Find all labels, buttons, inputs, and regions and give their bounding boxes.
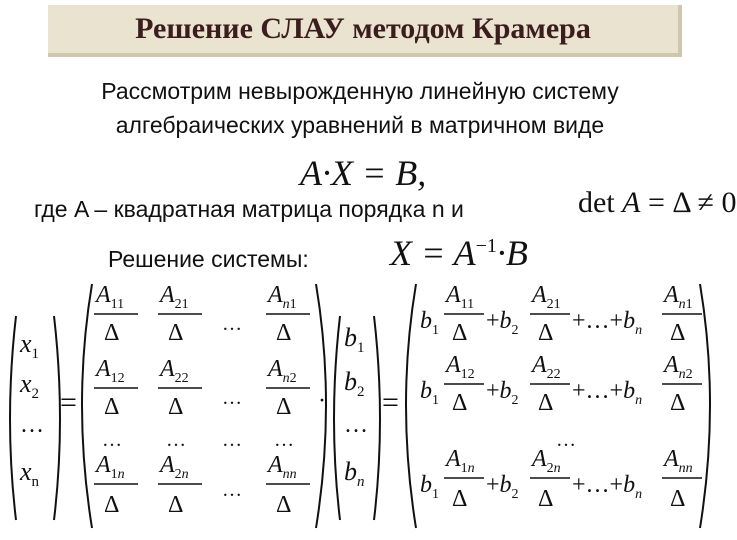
svg-text:b1: $b_1$ — [420, 472, 439, 502]
intro-line-2: алгебраических уравнений в матричном виде — [115, 112, 605, 138]
svg-text:…: … — [222, 387, 242, 409]
svg-text:Δ: Δ — [104, 492, 120, 518]
equals-sign-2: = — [382, 386, 399, 419]
b-vector — [334, 316, 380, 520]
where-text: где A – квадратная матрица порядка n и — [34, 196, 464, 222]
svg-text:Δ: Δ — [168, 492, 184, 518]
svg-text:…: … — [274, 429, 294, 451]
svg-text:Δ: Δ — [276, 320, 292, 346]
svg-text:Δ: Δ — [104, 394, 120, 420]
svg-text:+b2: $+b_2$ — [486, 472, 519, 502]
svg-text:Δ: Δ — [538, 390, 554, 416]
svg-text:Δ: Δ — [452, 486, 468, 512]
svg-text:A1n: $A_1n$ — [446, 446, 475, 476]
svg-text:…: … — [222, 479, 242, 501]
x-vector — [10, 316, 60, 520]
solution-formula: $X = A^{-1}\cdot B$ — [390, 233, 528, 273]
svg-text:…: … — [166, 429, 186, 451]
svg-text:xn: $x_n$ — [20, 457, 40, 490]
slide-title: Решение СЛАУ методом Крамера — [135, 12, 591, 45]
svg-text:b1: $b_1$ — [420, 308, 439, 338]
svg-text:Δ: Δ — [104, 320, 120, 346]
svg-text:…: … — [222, 313, 242, 335]
svg-text:+…+bn: $+\dots+b_n$ — [572, 472, 643, 502]
equals-sign-1: = — [60, 386, 77, 419]
svg-text:A1n: $A_1n$ — [96, 452, 125, 482]
matrix-equation: A·X = B, — [300, 153, 427, 193]
det-condition: det A = Δ ≠ 0 — [578, 186, 737, 219]
svg-text:A12: $A_{12}$ — [96, 356, 125, 386]
svg-text:A2n: $A_2n$ — [532, 446, 561, 476]
result-vector — [406, 282, 710, 528]
svg-text:…: … — [102, 429, 122, 451]
svg-text:Δ: Δ — [670, 320, 686, 346]
intro-line-1: Рассмотрим невырожденную линейную систему — [101, 78, 619, 104]
svg-text:Ann: $A_{nn}$ — [664, 446, 693, 476]
svg-text:An1: $A_n1$ — [664, 282, 693, 312]
svg-text:b2: $b_2$ — [344, 367, 365, 400]
svg-text:A2n: $A_2n$ — [160, 452, 189, 482]
svg-text:x2: $x_2$ — [20, 369, 40, 402]
svg-text:An2: $A_n2$ — [268, 356, 297, 386]
svg-text:b1: $b_1$ — [420, 378, 439, 408]
svg-text:Δ: Δ — [452, 320, 468, 346]
svg-text:…: … — [344, 412, 368, 438]
svg-text:Δ: Δ — [538, 320, 554, 346]
svg-text:…: … — [20, 412, 44, 438]
svg-text:A21: $A_{21}$ — [532, 282, 561, 312]
svg-text:Δ: Δ — [168, 320, 184, 346]
svg-text:A11: $A_{11}$ — [96, 282, 125, 312]
svg-text:b1: $b_1$ — [344, 323, 365, 356]
svg-text:Δ: Δ — [276, 394, 292, 420]
svg-text:Δ: Δ — [168, 394, 184, 420]
solution-label: Решение системы: — [108, 246, 309, 272]
svg-text:Δ: Δ — [276, 492, 292, 518]
svg-text:…: … — [556, 429, 576, 451]
svg-text:+b2: $+b_2$ — [486, 378, 519, 408]
multiplication-dot: · — [318, 388, 326, 414]
svg-text:A11: $A_{11}$ — [446, 282, 475, 312]
svg-text:Δ: Δ — [452, 390, 468, 416]
inverse-matrix — [82, 282, 326, 528]
svg-text:+…+bn: $+\dots+b_n$ — [572, 308, 643, 338]
svg-text:x1: $x_1$ — [20, 329, 40, 362]
svg-text:Δ: Δ — [538, 486, 554, 512]
svg-text:Δ: Δ — [670, 390, 686, 416]
svg-text:A12: $A_{12}$ — [446, 352, 475, 382]
svg-text:+…+bn: $+\dots+b_n$ — [572, 378, 643, 408]
svg-text:An2: $A_n2$ — [664, 352, 693, 382]
svg-text:An1: $A_n1$ — [268, 282, 297, 312]
svg-text:Δ: Δ — [670, 486, 686, 512]
svg-text:A21: $A_{21}$ — [160, 282, 189, 312]
svg-text:+b2: $+b_2$ — [486, 308, 519, 338]
svg-text:bn: $b_n$ — [344, 457, 365, 490]
svg-text:A22: $A_{22}$ — [532, 352, 561, 382]
svg-text:Ann: $A_{nn}$ — [268, 452, 297, 482]
svg-text:…: … — [222, 429, 242, 451]
svg-text:A22: $A_{22}$ — [160, 356, 189, 386]
